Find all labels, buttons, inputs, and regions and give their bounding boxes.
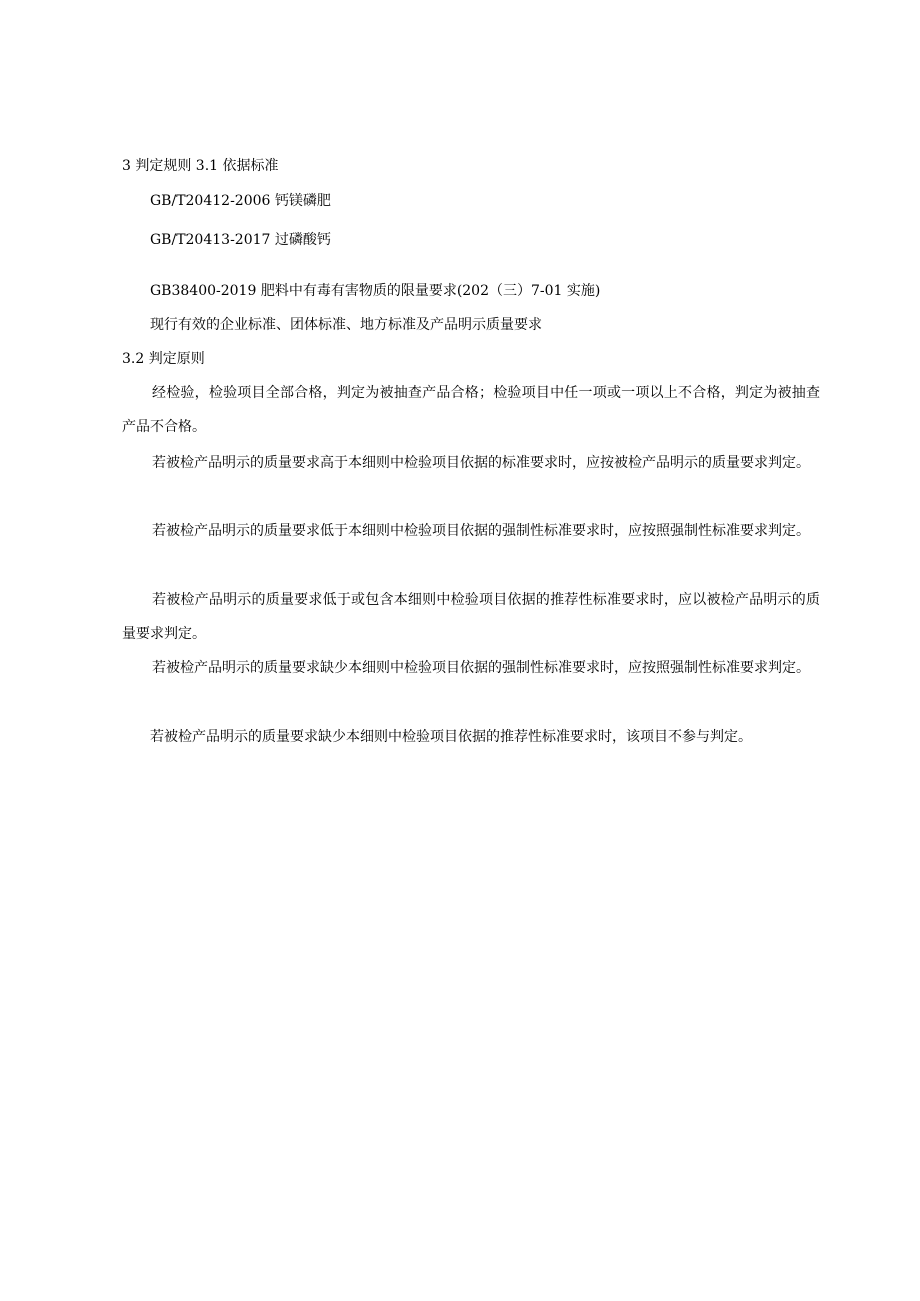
principle-paragraph: 经检验，检验项目全部合格，判定为被抽查产品合格；检验项目中任一项或一项以上不合格，判定为被抽查产品不合格。 (122, 385, 820, 435)
principle-paragraph: 若被检产品明示的质量要求低于或包含本细则中检验项目依据的推荐性标准要求时，应以被检产品明示的质量要求判定。 (122, 592, 820, 642)
principle-paragraph: 若被检产品明示的质量要求低于本细则中检验项目依据的强制性标准要求时，应按照强制性标准要求判定。 (152, 523, 810, 539)
principle-paragraph: 若被检产品明示的质量要求缺少本细则中检验项目依据的推荐性标准要求时，该项目不参与判定。 (150, 729, 752, 745)
standard-item: GB38400-2019 肥料中有毒有害物质的限量要求(202（三）7-01 实施) (150, 283, 601, 299)
standard-item: GB/T20412-2006 钙镁磷肥 (150, 193, 331, 209)
principle-paragraph: 若被检产品明示的质量要求高于本细则中检验项目依据的标准要求时，应按被检产品明示的质量要求判定。 (152, 455, 810, 471)
section-heading: 3 判定规则 3.1 依据标准 (122, 158, 279, 174)
standard-item: 现行有效的企业标准、团体标准、地方标准及产品明示质量要求 (150, 317, 542, 333)
standard-item: GB/T20413-2017 过磷酸钙 (150, 232, 331, 248)
principle-paragraph: 若被检产品明示的质量要求缺少本细则中检验项目依据的强制性标准要求时，应按照强制性标准要求判定。 (152, 660, 810, 676)
subsection-heading: 3.2 判定原则 (122, 351, 205, 367)
